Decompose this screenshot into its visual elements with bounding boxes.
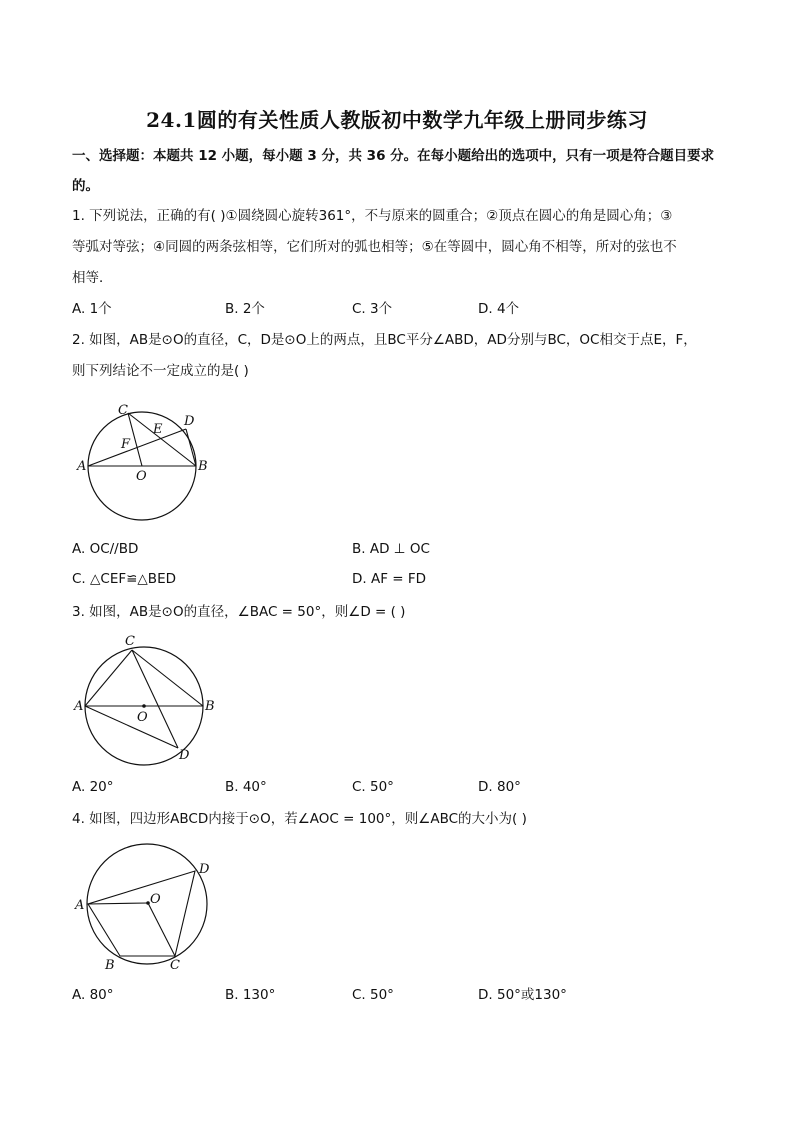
- q1-option-a: A. 1个: [72, 301, 112, 317]
- q4-stem-line-1: 4. 如图，四边形ABCD内接于⊙O，若∠AOC = 100°，则∠ABC的大小为( ): [72, 811, 527, 827]
- q3-label-d: D: [179, 748, 190, 763]
- q2-figure: [72, 396, 222, 496]
- q4-option-b: B. 130°: [225, 987, 276, 1003]
- q4-label-b: B: [105, 958, 115, 973]
- q2-option-d: D. AF = FD: [352, 571, 427, 587]
- q2-label-f: F: [121, 437, 131, 452]
- q4-figure: [72, 846, 222, 976]
- q3-chord-cd: [132, 650, 178, 748]
- q4-quadrilateral-abcd: [88, 871, 195, 956]
- q4-option-c: C. 50°: [352, 987, 394, 1003]
- q3-label-c: C: [125, 634, 135, 649]
- q4-label-c: C: [170, 958, 180, 973]
- q1-stem-line-3: 相等．: [72, 270, 113, 286]
- q1-option-b: B. 2个: [225, 301, 265, 317]
- q2-option-c: C. △CEF≌△BED: [72, 571, 176, 587]
- q2-label-o: O: [136, 469, 147, 484]
- section-heading-line-2: 的。: [72, 178, 99, 194]
- q2-option-b: B. AD ⊥ OC: [352, 541, 430, 557]
- q2-label-b: B: [198, 459, 208, 474]
- page-title: 24.1圆的有关性质人教版初中数学九年级上册同步练习: [146, 108, 648, 132]
- q4-label-d: D: [199, 862, 210, 877]
- q2-stem-line-1: 2. 如图，AB是⊙O的直径，C，D是⊙O上的两点，且BC平分∠ABD，AD分别与BC，OC相交于点E，F，: [72, 332, 697, 348]
- q3-figure: [72, 632, 222, 767]
- q3-label-a: A: [74, 699, 84, 714]
- q4-radius-oa: [88, 903, 148, 904]
- q3-option-b: B. 40°: [225, 779, 267, 795]
- q3-chord-bc: [132, 650, 203, 706]
- q3-label-o: O: [137, 710, 148, 725]
- q4-option-a: A. 80°: [72, 987, 114, 1003]
- q3-chord-ad: [85, 706, 178, 748]
- q3-center-dot: [142, 704, 146, 708]
- q4-option-d: D. 50°或130°: [478, 987, 567, 1003]
- q1-stem-line-1: 1. 下列说法，正确的有( )①圆绕圆心旋转361°，不与原来的圆重合；②顶点在圆心的角是圆心角；③: [72, 208, 673, 224]
- q2-chord-ad: [88, 429, 186, 466]
- q2-chord-bd: [186, 429, 196, 466]
- q2-segment-oc: [128, 413, 142, 466]
- q3-option-c: C. 50°: [352, 779, 394, 795]
- section-heading-line-1: 一、选择题：本题共 12 小题，每小题 3 分，共 36 分。在每小题给出的选项中，只有一项是符合题目要求: [72, 148, 715, 164]
- q3-option-d: D. 80°: [478, 779, 521, 795]
- q3-label-b: B: [205, 699, 215, 714]
- q3-option-a: A. 20°: [72, 779, 114, 795]
- q4-radius-oc: [148, 903, 175, 956]
- q1-option-d: D. 4个: [478, 301, 520, 317]
- q1-stem-line-2: 等弧对等弦；④同圆的两条弦相等，它们所对的弧也相等；⑤在等圆中，圆心角不相等，所对的弦也不: [72, 239, 677, 255]
- q1-option-c: C. 3个: [352, 301, 393, 317]
- q3-stem-line-1: 3. 如图，AB是⊙O的直径，∠BAC = 50°，则∠D = ( ): [72, 604, 406, 620]
- q2-label-a: A: [77, 459, 87, 474]
- q2-label-e: E: [153, 422, 163, 437]
- q2-label-d: D: [184, 414, 195, 429]
- q2-option-a: A. OC//BD: [72, 541, 139, 557]
- q2-stem-line-2: 则下列结论不一定成立的是( ): [72, 363, 249, 379]
- q4-label-o: O: [150, 892, 161, 907]
- q4-label-a: A: [75, 898, 85, 913]
- q2-label-c: C: [118, 403, 128, 418]
